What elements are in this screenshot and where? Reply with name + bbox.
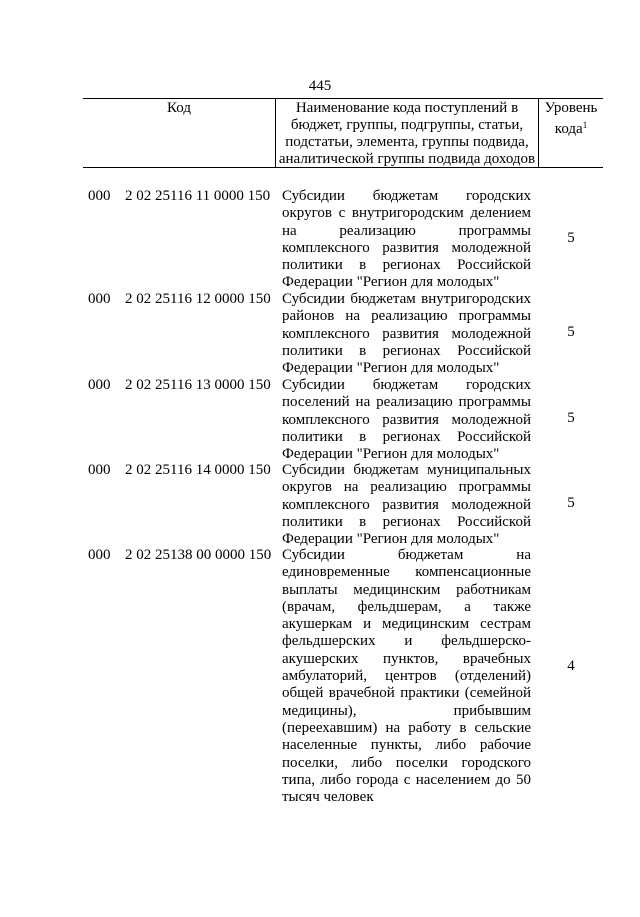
header-name: Наименование кода поступлений в бюджет, группы, подгруппы, статьи, подстатьи, элемента, группы подвида, аналитической группы подвида доходов [276,99,539,167]
header-level [539,99,603,167]
row-admin-code: 000 [88,547,111,563]
row-level: 5 [567,495,575,511]
header-level-label: Уровень кода [544,100,598,137]
header-level-footnote: 1 [582,120,588,130]
row-revenue-code: 2 02 25138 00 0000 150 [125,547,272,563]
row-name: Субсидии бюджетам городских округов с внутригородским делением на реализацию программы комплексного развития молодежной политики в регионах Российской Федерации "Регион для молодых" [282,188,531,291]
row-admin-code: 000 [88,462,111,478]
row-level: 5 [567,410,575,426]
row-revenue-code: 2 02 25116 11 0000 150 [125,188,271,204]
header-code: Код [83,99,276,167]
row-name: Субсидии бюджетам городских поселений на реализацию программы комплексного развития молодежной политики в регионах Российской Федерации "Регион для молодых" [282,377,531,463]
row-level: 5 [567,230,575,246]
page-number: 445 [308,78,332,94]
row-admin-code: 000 [88,291,111,307]
row-name: Субсидии бюджетам муниципальных округов на реализацию программы комплексного развития молодежной политики в регионах Российской Федерации "Регион для молодых" [282,462,531,548]
row-revenue-code: 2 02 25116 14 0000 150 [125,462,271,478]
row-admin-code: 000 [88,377,111,393]
row-revenue-code: 2 02 25116 13 0000 150 [125,377,271,393]
row-name: Субсидии бюджетам внутригородских районов на реализацию программы комплексного развития молодежной политики в регионах Российской Федерации "Регион для молодых" [282,291,531,377]
row-admin-code: 000 [88,188,111,204]
row-level: 5 [567,324,575,340]
row-revenue-code: 2 02 25116 12 0000 150 [125,291,271,307]
row-name: Субсидии бюджетам на единовременные компенсационные выплаты медицинским работникам (врачам, фельдшерам, а также акушеркам и медицинским сестрам фельдшерских и фельдшерско-акушерских пунктов, врачебных амбулаторий, центров (отделений) общей врачебной практики (семейной медицины), прибывшим (переехавшим) на работу в сельские населенные пункты, либо рабочие поселки, либо поселки городского типа, либо города с населением до 50 тысяч человек [282,547,531,806]
table-header [83,98,603,168]
row-level: 4 [567,658,575,674]
